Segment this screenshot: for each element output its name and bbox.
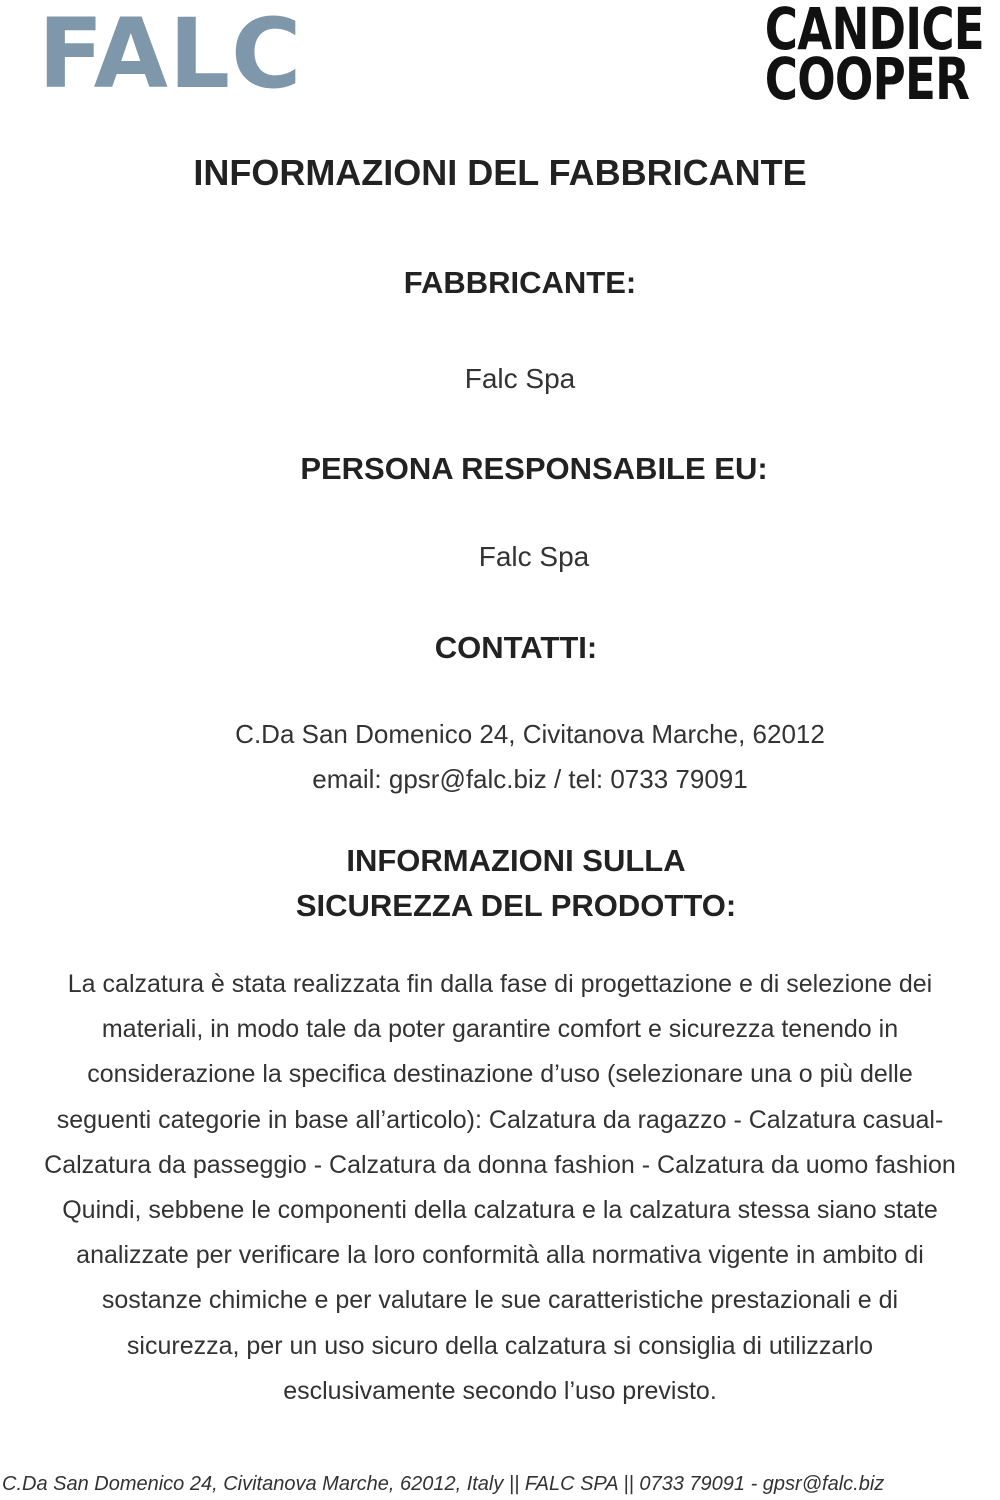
body-line: sicurezza, per un uso sicuro della calzatura si consiglia di utilizzarlo — [126, 1331, 874, 1360]
body-line: seguenti categorie in base all’articolo): Calzatura da ragazzo - Calzatura casual- — [56, 1105, 944, 1134]
candice-cooper-logo-line2: COOPER — [764, 45, 970, 113]
safety-heading-line1: INFORMAZIONI SULLA — [346, 843, 686, 878]
footer-contact-info: C.Da San Domenico 24, Civitanova Marche, 62012, Italy || FALC SPA || 0733 79091 - gpsr@falc.biz — [2, 1473, 885, 1495]
manufacturer-value: Falc Spa — [464, 363, 576, 394]
body-line: Quindi, sebbene le componenti della calzatura e la calzatura stessa siano state — [62, 1196, 938, 1225]
body-line: Calzatura da passeggio - Calzatura da donna fashion - Calzatura da uomo fashion — [44, 1150, 956, 1179]
body-line: considerazione la specifica destinazione d’uso (selezionare una o più delle — [87, 1060, 913, 1089]
body-line: La calzatura è stata realizzata fin dalla fase di progettazione e di selezione dei — [67, 970, 933, 998]
contacts-address: C.Da San Domenico 24, Civitanova Marche, 62012 — [235, 719, 825, 749]
candice-cooper-logo-line1: CANDICE — [764, 0, 984, 63]
safety-body-text — [0, 962, 1000, 1414]
body-line: materiali, in modo tale da poter garantire comfort e sicurezza tenendo in — [101, 1015, 899, 1044]
responsible-person-heading: PERSONA RESPONSABILE EU: — [300, 451, 768, 486]
responsible-person-value: Falc Spa — [478, 541, 590, 572]
candice-cooper-logo — [764, 0, 984, 113]
manufacturer-heading: FABBRICANTE: — [403, 265, 637, 300]
body-line: esclusivamente secondo l’uso previsto. — [283, 1376, 717, 1405]
contacts-heading: CONTATTI: — [434, 630, 598, 665]
safety-heading-line2: SICUREZZA DEL PRODOTTO: — [295, 888, 737, 923]
body-line: analizzate per verificare la loro conformità alla normativa vigente in ambito di — [76, 1241, 924, 1270]
contacts-block — [30, 712, 1000, 802]
body-line: sostanze chimiche e per valutare le sue caratteristiche prestazionali e di — [101, 1286, 899, 1315]
falc-logo: FALC — [38, 0, 303, 110]
contacts-email-tel: email: gpsr@falc.biz / tel: 0733 79091 — [312, 764, 748, 794]
page-title: INFORMAZIONI DEL FABBRICANTE — [193, 152, 807, 193]
safety-heading — [16, 838, 1000, 928]
